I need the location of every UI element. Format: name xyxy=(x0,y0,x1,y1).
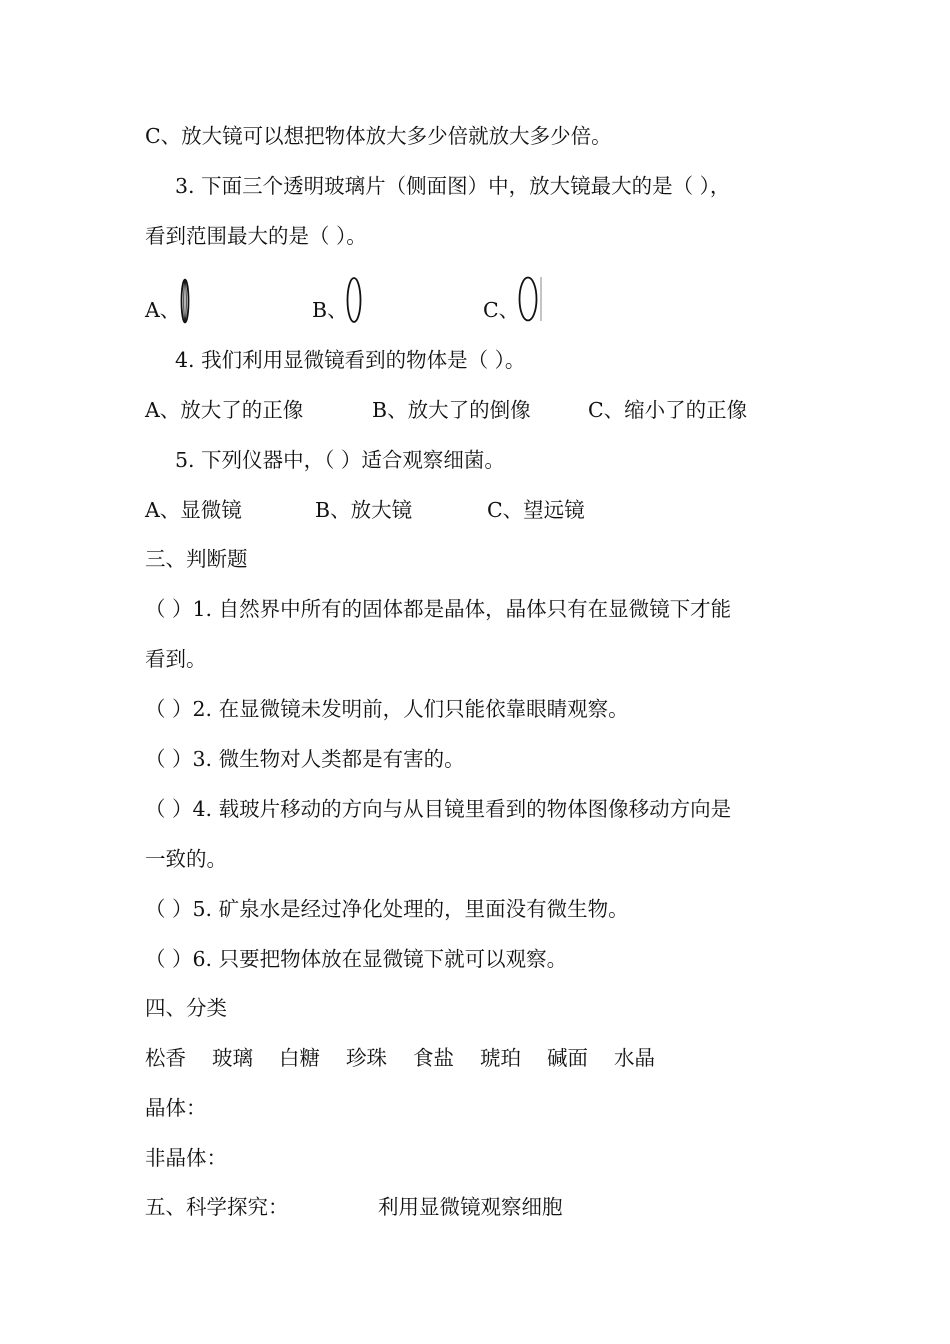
judge-item-4: （ ）4. 载玻片移动的方向与从目镜里看到的物体图像移动方向是 xyxy=(145,797,732,821)
q5-option-a: A、显微镜 xyxy=(145,498,242,522)
q4-option-c: C、缩小了的正像 xyxy=(588,398,748,422)
judge-item-2: （ ）2. 在显微镜未发明前，人们只能依靠眼睛观察。 xyxy=(145,697,629,721)
material-item: 松香 xyxy=(145,1046,186,1070)
noncrystal-label: 非晶体： xyxy=(145,1146,227,1170)
q3-option-c: C、 xyxy=(483,298,520,322)
section5-title: 利用显微镜观察细胞 xyxy=(378,1195,563,1219)
material-item: 碱面 xyxy=(547,1046,588,1070)
material-item: 水晶 xyxy=(614,1046,655,1070)
q5-stem: 5. 下列仪器中，（ ）适合观察细菌。 xyxy=(175,448,505,472)
q2-option-c: C、放大镜可以想把物体放大多少倍就放大多少倍。 xyxy=(145,124,612,148)
lens-c-icon xyxy=(515,274,545,324)
material-item: 玻璃 xyxy=(212,1046,253,1070)
lens-a-icon xyxy=(177,277,193,325)
judge-item-1: （ ）1. 自然界中所有的固体都是晶体，晶体只有在显微镜下才能 xyxy=(145,597,732,621)
q4-option-b: B、放大了的倒像 xyxy=(372,398,531,422)
material-item: 琥珀 xyxy=(480,1046,521,1070)
q3-stem-line2: 看到范围最大的是（ ）。 xyxy=(145,224,367,248)
q3-option-b: B、 xyxy=(312,298,348,322)
section4-heading: 四、分类 xyxy=(145,996,227,1020)
q3-option-a: A、 xyxy=(145,298,181,322)
q3-stem-line1: 3. 下面三个透明玻璃片（侧面图）中，放大镜最大的是（ ）， xyxy=(175,174,731,198)
q5-option-b: B、放大镜 xyxy=(315,498,413,522)
material-item: 食盐 xyxy=(413,1046,454,1070)
judge-item-5: （ ）5. 矿泉水是经过净化处理的，里面没有微生物。 xyxy=(145,897,629,921)
judge-item-3: （ ）3. 微生物对人类都是有害的。 xyxy=(145,747,465,771)
material-item: 珍珠 xyxy=(346,1046,387,1070)
q4-option-a: A、放大了的正像 xyxy=(145,398,304,422)
section3-heading: 三、判断题 xyxy=(145,547,248,571)
judge-item-1-cont: 看到。 xyxy=(145,647,207,671)
lens-b-icon xyxy=(344,275,364,325)
crystal-label: 晶体： xyxy=(145,1096,207,1120)
material-item: 白糖 xyxy=(279,1046,320,1070)
judge-item-6: （ ）6. 只要把物体放在显微镜下就可以观察。 xyxy=(145,947,568,971)
judge-item-4-cont: 一致的。 xyxy=(145,847,227,871)
section5-heading: 五、科学探究： xyxy=(145,1195,289,1219)
q4-stem: 4. 我们利用显微镜看到的物体是（ ）。 xyxy=(175,348,526,372)
q5-option-c: C、望远镜 xyxy=(487,498,585,522)
